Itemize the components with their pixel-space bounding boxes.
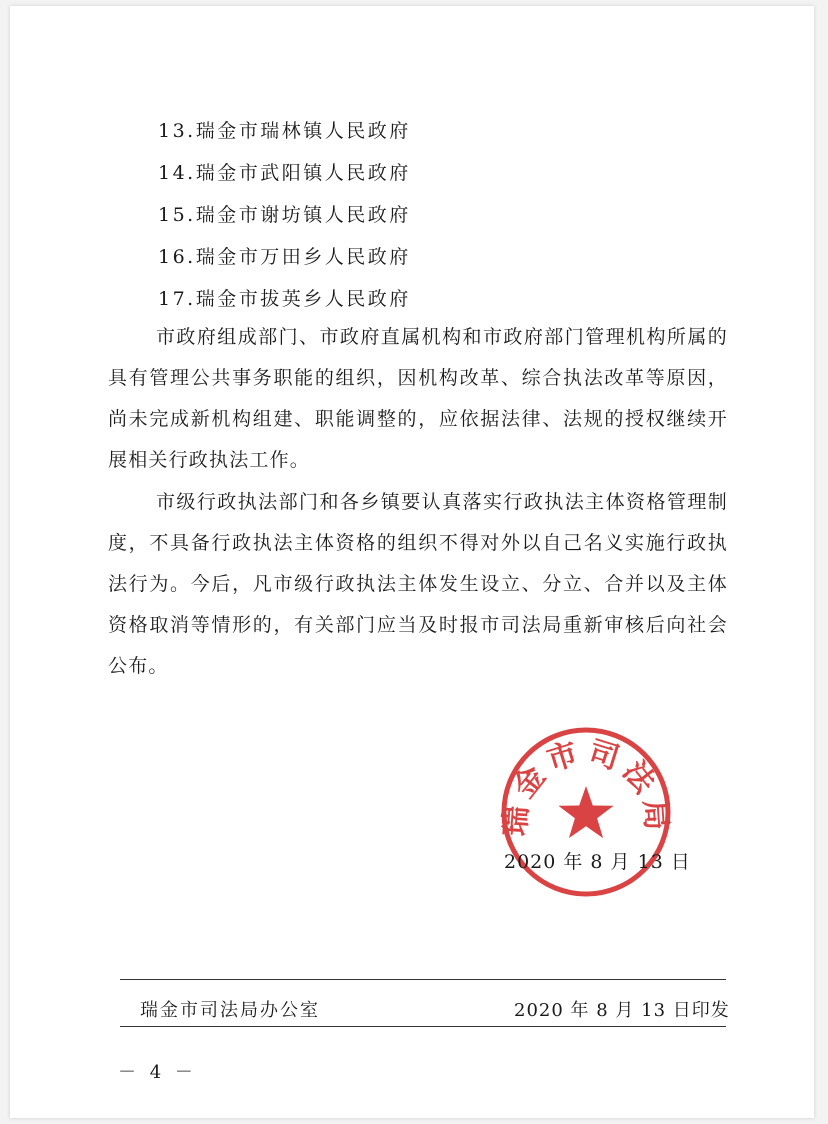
footer-rule-top bbox=[120, 979, 726, 980]
document-page bbox=[10, 6, 814, 1118]
list-item-16: 16.瑞金市万田乡人民政府 bbox=[158, 246, 411, 268]
paragraph-institutions: 市政府组成部门、市政府直属机构和市政府部门管理机构所属的具有管理公共事务职能的组织，因机构改革、综合执法改革等原因，尚未完成新机构组建、职能调整的，应依据法律、法规的授权继续开展相关行政执法工作。 bbox=[108, 326, 728, 471]
paragraph-qualification: 市级行政执法部门和各乡镇要认真落实行政执法主体资格管理制度，不具备行政执法主体资格的组织不得对外以自己名义实施行政执法行为。今后，凡市级行政执法主体发生设立、分立、合并以及主体资格取消等情形的，有关部门应当及时报市司法局重新审核后向社会公布。 bbox=[108, 491, 728, 677]
list-item-15: 15.瑞金市谢坊镇人民政府 bbox=[158, 204, 411, 226]
list-item-17: 17.瑞金市拔英乡人民政府 bbox=[158, 288, 411, 310]
list-item-14: 14.瑞金市武阳镇人民政府 bbox=[158, 162, 411, 184]
footer-issuer: 瑞金市司法局办公室 bbox=[140, 1000, 320, 1021]
signature-date: 2020 年 8 月 13 日 bbox=[504, 851, 691, 873]
page-number: － 4 － bbox=[118, 1062, 197, 1083]
seal-text: 瑞金市司法局 bbox=[498, 734, 674, 838]
footer-issue-date: 2020 年 8 月 13 日印发 bbox=[514, 1000, 730, 1021]
seal-star-icon bbox=[558, 786, 613, 838]
list-item-13: 13.瑞金市瑞林镇人民政府 bbox=[158, 120, 411, 142]
footer-rule-bottom bbox=[120, 1026, 726, 1027]
